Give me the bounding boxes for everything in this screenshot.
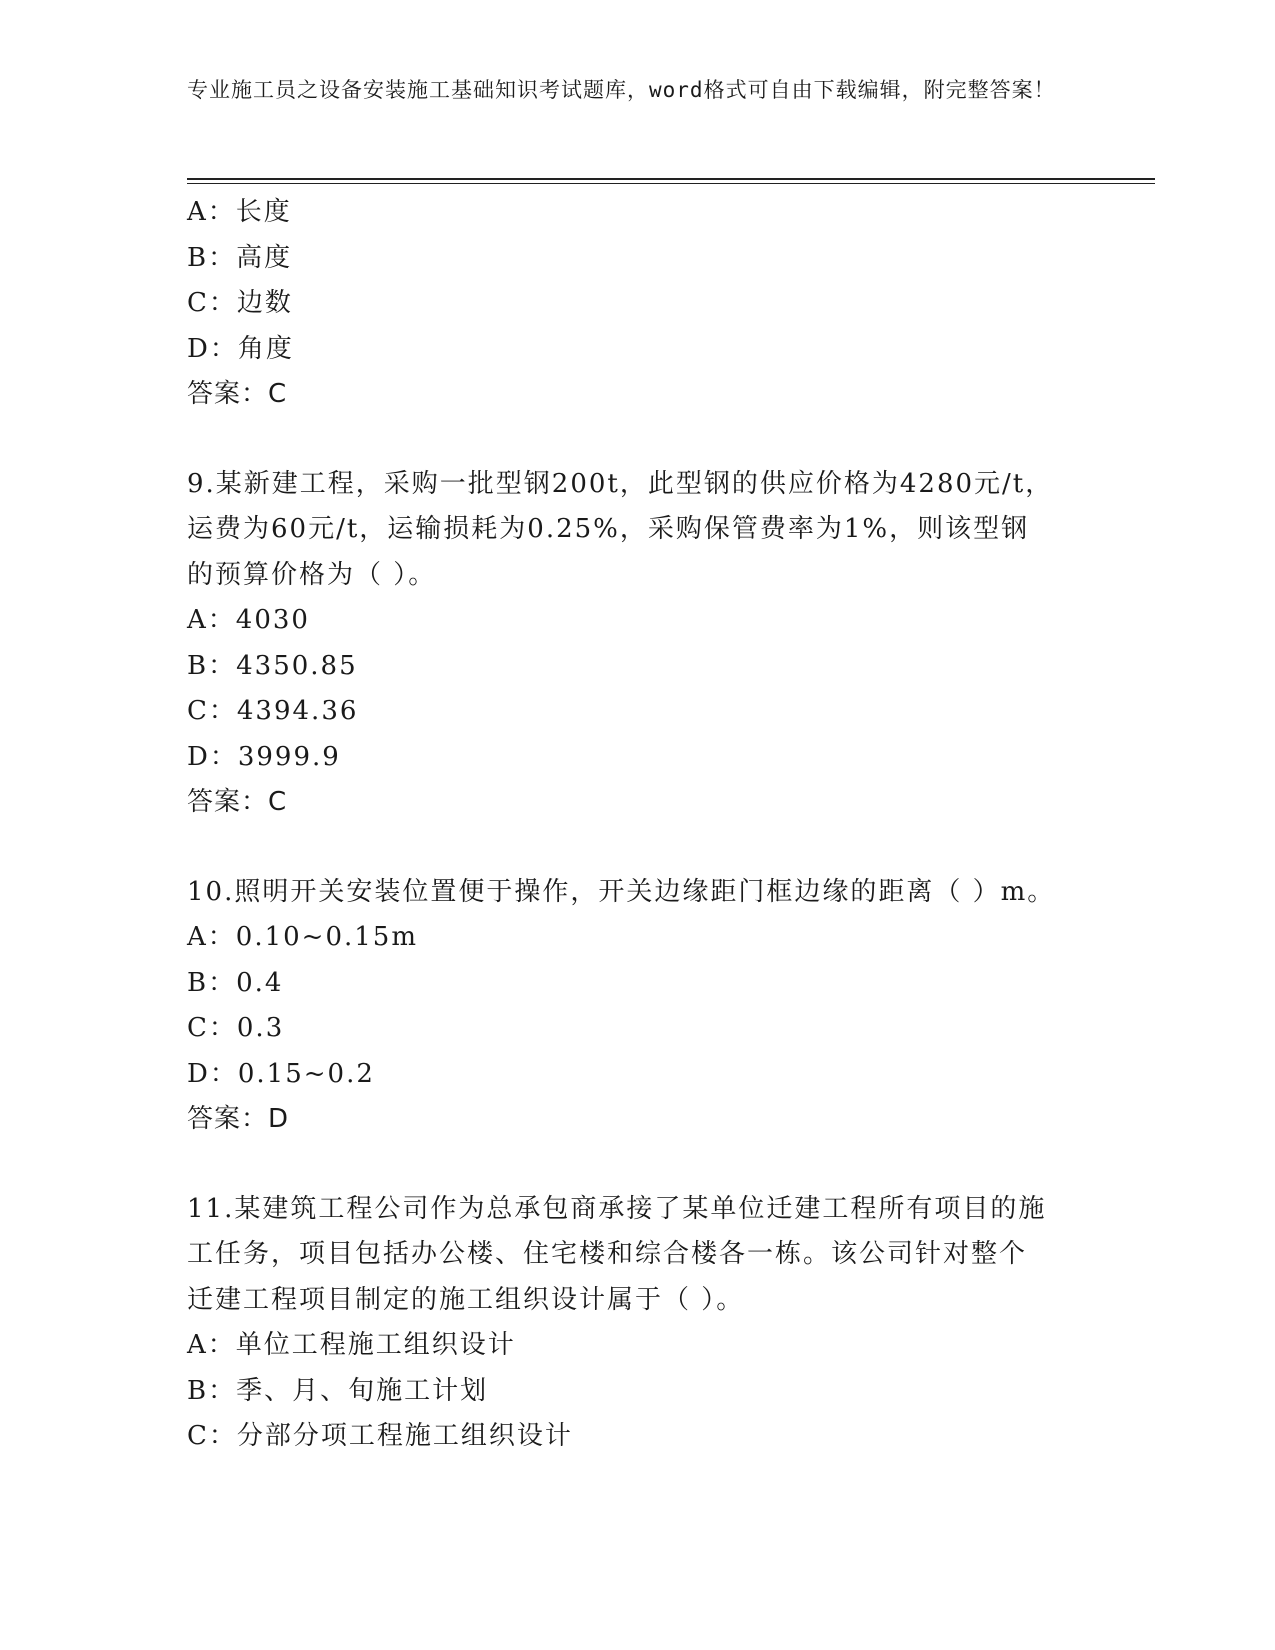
- option-a: A：0.10~0.15m: [187, 922, 418, 952]
- option-c: C：0.3: [187, 1013, 285, 1043]
- option-d: D：角度: [187, 333, 294, 364]
- option-c: C：边数: [187, 288, 293, 318]
- option-a: A：4030: [187, 605, 310, 635]
- question-gap: [187, 826, 1087, 870]
- question-text-line: 10.照明开关安装位置便于操作，开关边缘距门框边缘的距离（ ）m。: [187, 876, 1056, 907]
- question-text-line: 迁建工程项目制定的施工组织设计属于（ ）。: [187, 1284, 745, 1315]
- question-text-line: 运费为60元/t，运输损耗为0.25%，采购保管费率为1%，则该型钢: [187, 514, 1030, 544]
- question-11: [187, 1187, 1087, 1460]
- header-rule-thin: [187, 183, 1155, 184]
- header-rule-thick: [187, 178, 1155, 180]
- question-text-line: 11.某建筑工程公司作为总承包商承接了某单位迁建工程所有项目的施: [187, 1193, 1047, 1224]
- question-9: [187, 462, 1087, 826]
- question-text-line: 9.某新建工程，采购一批型钢200t，此型钢的供应价格为4280元/t，: [187, 468, 1054, 499]
- option-b: B：季、月、旬施工计划: [187, 1375, 489, 1406]
- question-text-line: 工任务，项目包括办公楼、住宅楼和综合楼各一栋。该公司针对整个: [187, 1239, 1028, 1269]
- question-8-continued: [187, 190, 1087, 418]
- question-text-line: 的预算价格为（ ）。: [187, 559, 437, 590]
- option-b: B：高度: [187, 242, 293, 273]
- answer-line: 答案：D: [187, 1104, 290, 1134]
- question-list: [187, 190, 1087, 1460]
- option-b: B：4350.85: [187, 650, 358, 681]
- option-d: D：3999.9: [187, 741, 341, 772]
- option-c: C：4394.36: [187, 696, 359, 726]
- document-header: 专业施工员之设备安装施工基础知识考试题库，word格式可自由下载编辑，附完整答案！: [187, 78, 1056, 102]
- option-c: C：分部分项工程施工组织设计: [187, 1421, 573, 1451]
- option-a: A：长度: [187, 197, 292, 227]
- option-b: B：0.4: [187, 967, 284, 998]
- question-gap: [187, 418, 1087, 462]
- option-d: D：0.15~0.2: [187, 1058, 375, 1089]
- option-a: A：单位工程施工组织设计: [187, 1330, 516, 1360]
- answer-line: 答案：C: [187, 379, 288, 409]
- answer-line: 答案：C: [187, 787, 288, 817]
- question-gap: [187, 1143, 1087, 1187]
- question-10: [187, 870, 1087, 1143]
